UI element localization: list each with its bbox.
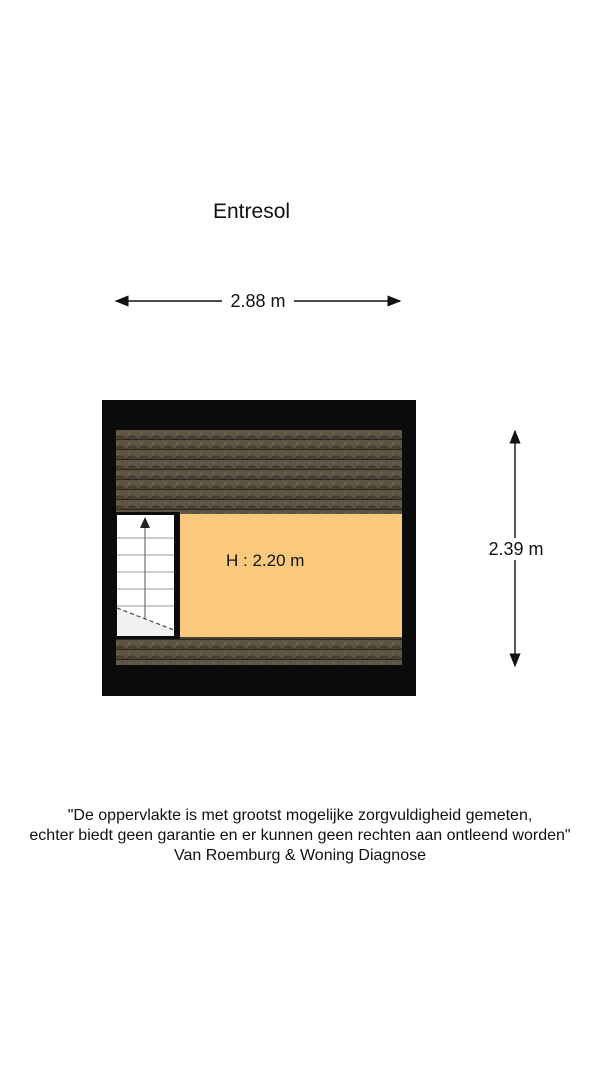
- disclaimer-company: Van Roemburg & Woning Diagnose: [174, 847, 426, 864]
- room-height-label: H : 2.20 m: [226, 551, 305, 570]
- floor-plan: [102, 400, 416, 696]
- disclaimer: [0, 806, 600, 866]
- roof-slope-bottom: [116, 637, 402, 665]
- roof-slope-top: [116, 430, 402, 514]
- width-dimension-label: 2.88 m: [222, 290, 294, 312]
- disclaimer-line-1: "De oppervlakte is met grootst mogelijke zorgvuldigheid gemeten,: [67, 807, 533, 824]
- floor-title: Entresol: [213, 200, 291, 223]
- room-area: [178, 514, 402, 637]
- disclaimer-line-2: echter biedt geen garantie en er kunnen geen rechten aan ontleend worden": [29, 827, 571, 844]
- depth-dimension-label: 2.39 m: [480, 538, 552, 560]
- staircase: [117, 515, 174, 636]
